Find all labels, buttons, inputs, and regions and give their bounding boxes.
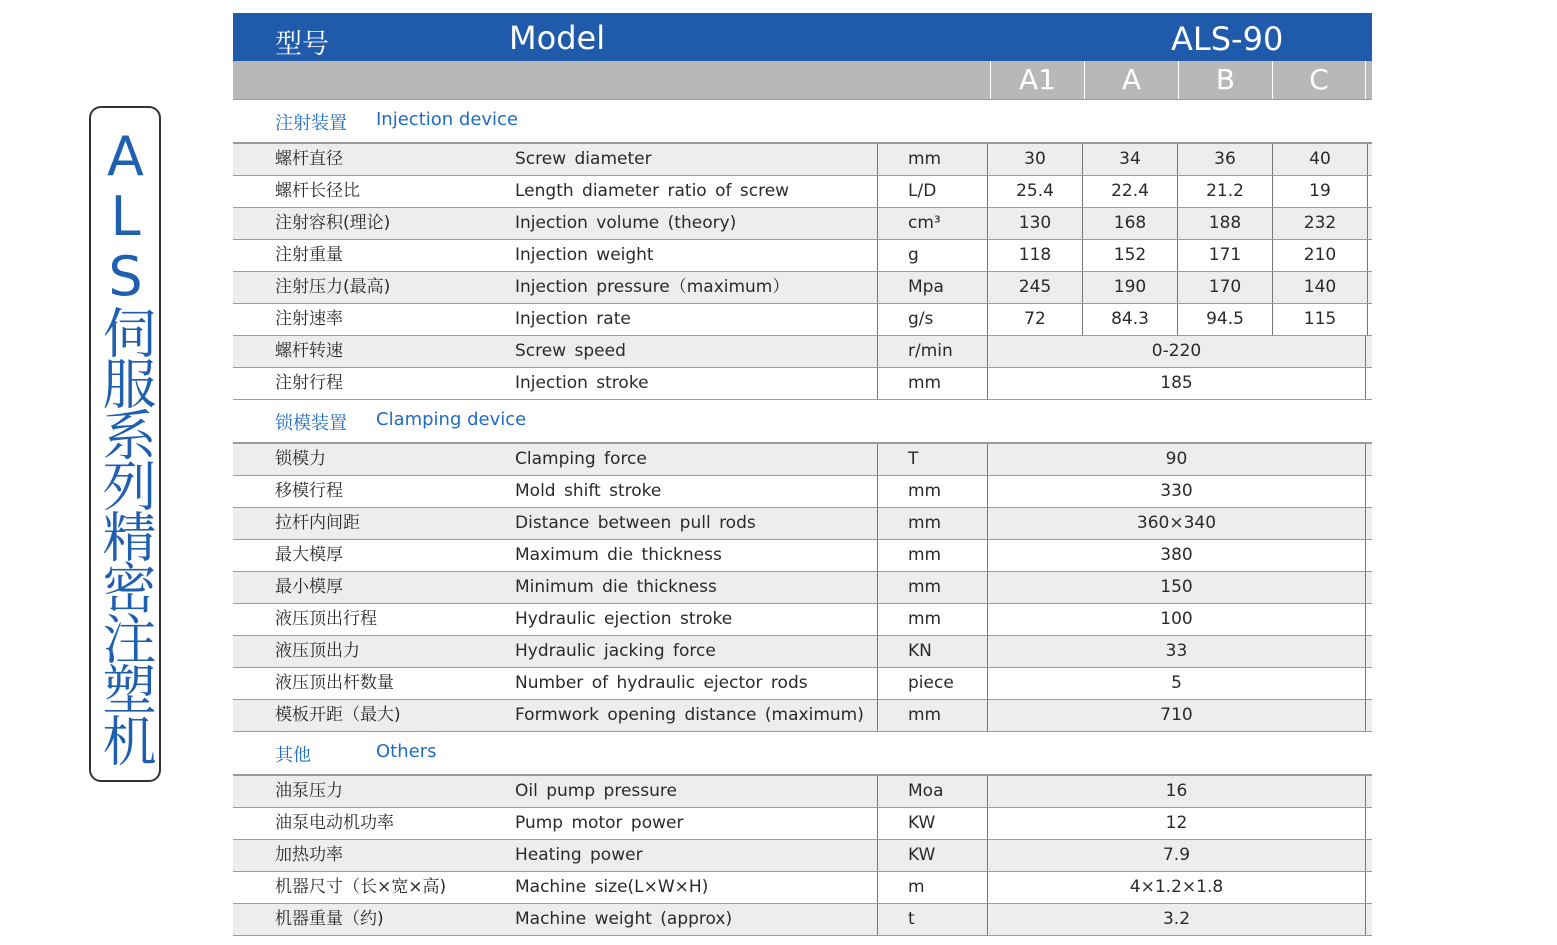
spec-table xyxy=(233,13,1372,936)
spec-row xyxy=(233,272,1372,304)
param-value: 140 xyxy=(1273,272,1368,303)
model-label-zh: 型号 xyxy=(275,29,329,60)
param-name-en: Screw diameter xyxy=(515,149,652,169)
section-title-zh: 其他 xyxy=(275,745,311,766)
spec-row xyxy=(233,636,1372,668)
param-name-en: Injection volume (theory) xyxy=(515,213,737,233)
param-name-en: Mold shift stroke xyxy=(515,481,662,501)
param-name-zh: 螺杆直径 xyxy=(275,149,343,169)
param-unit: KW xyxy=(877,808,988,839)
spec-row xyxy=(233,808,1372,840)
param-name-zh: 液压顶出力 xyxy=(275,641,360,661)
param-unit: piece xyxy=(877,668,988,699)
param-name-en: Minimum die thickness xyxy=(515,577,717,597)
param-unit: Mpa xyxy=(877,272,988,303)
param-unit: cm³ xyxy=(877,208,988,239)
param-value: 118 xyxy=(988,240,1083,271)
param-value: 168 xyxy=(1083,208,1178,239)
param-value: 3.2 xyxy=(988,904,1366,935)
param-unit: mm xyxy=(877,476,988,507)
param-name-zh: 注射容积(理论) xyxy=(275,213,391,233)
param-name-zh: 注射速率 xyxy=(275,309,343,329)
param-name-zh: 最大模厚 xyxy=(275,545,343,565)
param-value: 210 xyxy=(1273,240,1368,271)
param-value: 94.5 xyxy=(1178,304,1273,335)
spec-row xyxy=(233,508,1372,540)
param-name-en: Oil pump pressure xyxy=(515,781,677,801)
variant-label: A xyxy=(1084,61,1178,99)
spec-row xyxy=(233,540,1372,572)
param-value: 170 xyxy=(1178,272,1273,303)
param-value: 40 xyxy=(1273,144,1368,175)
param-name-zh: 螺杆长径比 xyxy=(275,181,360,201)
param-value: 150 xyxy=(988,572,1366,603)
param-value: 30 xyxy=(988,144,1083,175)
param-unit: Moa xyxy=(877,776,988,807)
param-name-en: Injection stroke xyxy=(515,373,649,393)
param-name-zh: 液压顶出行程 xyxy=(275,609,377,629)
param-unit: r/min xyxy=(877,336,988,367)
section-header xyxy=(233,732,1372,776)
section-title-en: Clamping device xyxy=(376,409,527,430)
param-name-zh: 注射压力(最高) xyxy=(275,277,391,297)
param-name-en: Maximum die thickness xyxy=(515,545,722,565)
section-title-zh: 注射装置 xyxy=(275,113,347,134)
param-value: 33 xyxy=(988,636,1366,667)
param-unit: mm xyxy=(877,144,988,175)
variant-label: C xyxy=(1272,61,1366,99)
section-header xyxy=(233,400,1372,444)
param-unit: g xyxy=(877,240,988,271)
param-value: 19 xyxy=(1273,176,1368,207)
param-value: 245 xyxy=(988,272,1083,303)
param-name-zh: 最小模厚 xyxy=(275,577,343,597)
model-label-en: Model xyxy=(509,19,606,57)
param-value: 25.4 xyxy=(988,176,1083,207)
param-name-en: Clamping force xyxy=(515,449,647,469)
param-value: 72 xyxy=(988,304,1083,335)
param-name-zh: 注射行程 xyxy=(275,373,343,393)
spec-row xyxy=(233,444,1372,476)
spec-row xyxy=(233,476,1372,508)
spec-row xyxy=(233,572,1372,604)
param-value: 22.4 xyxy=(1083,176,1178,207)
param-value: 232 xyxy=(1273,208,1368,239)
spec-row xyxy=(233,368,1372,400)
param-name-zh: 模板开距（最大) xyxy=(275,705,401,725)
param-name-en: Machine weight (approx) xyxy=(515,909,733,929)
spec-row xyxy=(233,336,1372,368)
param-value: 7.9 xyxy=(988,840,1366,871)
param-value: 130 xyxy=(988,208,1083,239)
param-value: 90 xyxy=(988,444,1366,475)
param-name-zh: 油泵电动机功率 xyxy=(275,813,394,833)
spec-row xyxy=(233,208,1372,240)
param-value: 84.3 xyxy=(1083,304,1178,335)
spec-row xyxy=(233,144,1372,176)
param-name-zh: 锁模力 xyxy=(275,449,326,469)
spec-row xyxy=(233,700,1372,732)
param-value: 0-220 xyxy=(988,336,1366,367)
side-title: ALS伺服系列精密注塑机 xyxy=(94,124,157,764)
param-name-zh: 加热功率 xyxy=(275,845,343,865)
param-name-en: Injection rate xyxy=(515,309,631,329)
param-name-zh: 注射重量 xyxy=(275,245,343,265)
param-unit: mm xyxy=(877,572,988,603)
param-value: 360×340 xyxy=(988,508,1366,539)
spec-row xyxy=(233,904,1372,936)
spec-row xyxy=(233,668,1372,700)
spec-row xyxy=(233,176,1372,208)
param-name-zh: 液压顶出杆数量 xyxy=(275,673,394,693)
param-value: 380 xyxy=(988,540,1366,571)
param-name-en: Formwork opening distance (maximum) xyxy=(515,705,864,725)
param-name-en: Heating power xyxy=(515,845,643,865)
side-title-box xyxy=(89,106,161,782)
spec-row xyxy=(233,304,1372,336)
spec-row xyxy=(233,872,1372,904)
param-value: 330 xyxy=(988,476,1366,507)
spec-row xyxy=(233,240,1372,272)
variant-label: B xyxy=(1178,61,1272,99)
param-value: 4×1.2×1.8 xyxy=(988,872,1366,903)
param-name-en: Length diameter ratio of screw xyxy=(515,181,790,201)
param-unit: mm xyxy=(877,604,988,635)
param-unit: KN xyxy=(877,636,988,667)
param-value: 710 xyxy=(988,700,1366,731)
param-name-en: Injection weight xyxy=(515,245,654,265)
variant-label: A1 xyxy=(990,61,1084,99)
param-value: 100 xyxy=(988,604,1366,635)
param-unit: mm xyxy=(877,700,988,731)
section-title-zh: 锁模装置 xyxy=(275,413,347,434)
param-value: 152 xyxy=(1083,240,1178,271)
spec-row xyxy=(233,604,1372,636)
param-unit: L/D xyxy=(877,176,988,207)
param-name-zh: 机器重量（约) xyxy=(275,909,384,929)
param-value: 5 xyxy=(988,668,1366,699)
model-header xyxy=(233,13,1372,61)
variant-header xyxy=(233,61,1372,100)
param-name-zh: 螺杆转速 xyxy=(275,341,343,361)
param-value: 21.2 xyxy=(1178,176,1273,207)
param-name-en: Screw speed xyxy=(515,341,626,361)
param-unit: m xyxy=(877,872,988,903)
param-name-en: Distance between pull rods xyxy=(515,513,756,533)
param-unit: T xyxy=(877,444,988,475)
param-name-en: Hydraulic jacking force xyxy=(515,641,716,661)
param-value: 12 xyxy=(988,808,1366,839)
param-value: 190 xyxy=(1083,272,1178,303)
section-title-en: Injection device xyxy=(376,109,519,130)
param-value: 188 xyxy=(1178,208,1273,239)
param-name-en: Number of hydraulic ejector rods xyxy=(515,673,808,693)
param-name-en: Machine size(L×W×H) xyxy=(515,877,709,897)
param-unit: KW xyxy=(877,840,988,871)
spec-row xyxy=(233,776,1372,808)
param-value: 171 xyxy=(1178,240,1273,271)
param-unit: mm xyxy=(877,508,988,539)
spec-row xyxy=(233,840,1372,872)
param-name-zh: 油泵压力 xyxy=(275,781,343,801)
param-name-zh: 移模行程 xyxy=(275,481,343,501)
param-name-en: Injection pressure（maximum） xyxy=(515,277,790,297)
param-name-zh: 拉杆内间距 xyxy=(275,513,360,533)
param-value: 34 xyxy=(1083,144,1178,175)
model-name: ALS-90 xyxy=(1171,20,1284,58)
param-value: 36 xyxy=(1178,144,1273,175)
param-value: 185 xyxy=(988,368,1366,399)
param-name-zh: 机器尺寸（长×宽×高) xyxy=(275,877,447,897)
param-unit: g/s xyxy=(877,304,988,335)
param-value: 16 xyxy=(988,776,1366,807)
section-header xyxy=(233,100,1372,144)
param-name-en: Pump motor power xyxy=(515,813,684,833)
param-value: 115 xyxy=(1273,304,1368,335)
param-name-en: Hydraulic ejection stroke xyxy=(515,609,733,629)
param-unit: t xyxy=(877,904,988,935)
param-unit: mm xyxy=(877,368,988,399)
spec-rows xyxy=(233,100,1372,936)
param-unit: mm xyxy=(877,540,988,571)
section-title-en: Others xyxy=(376,741,437,762)
